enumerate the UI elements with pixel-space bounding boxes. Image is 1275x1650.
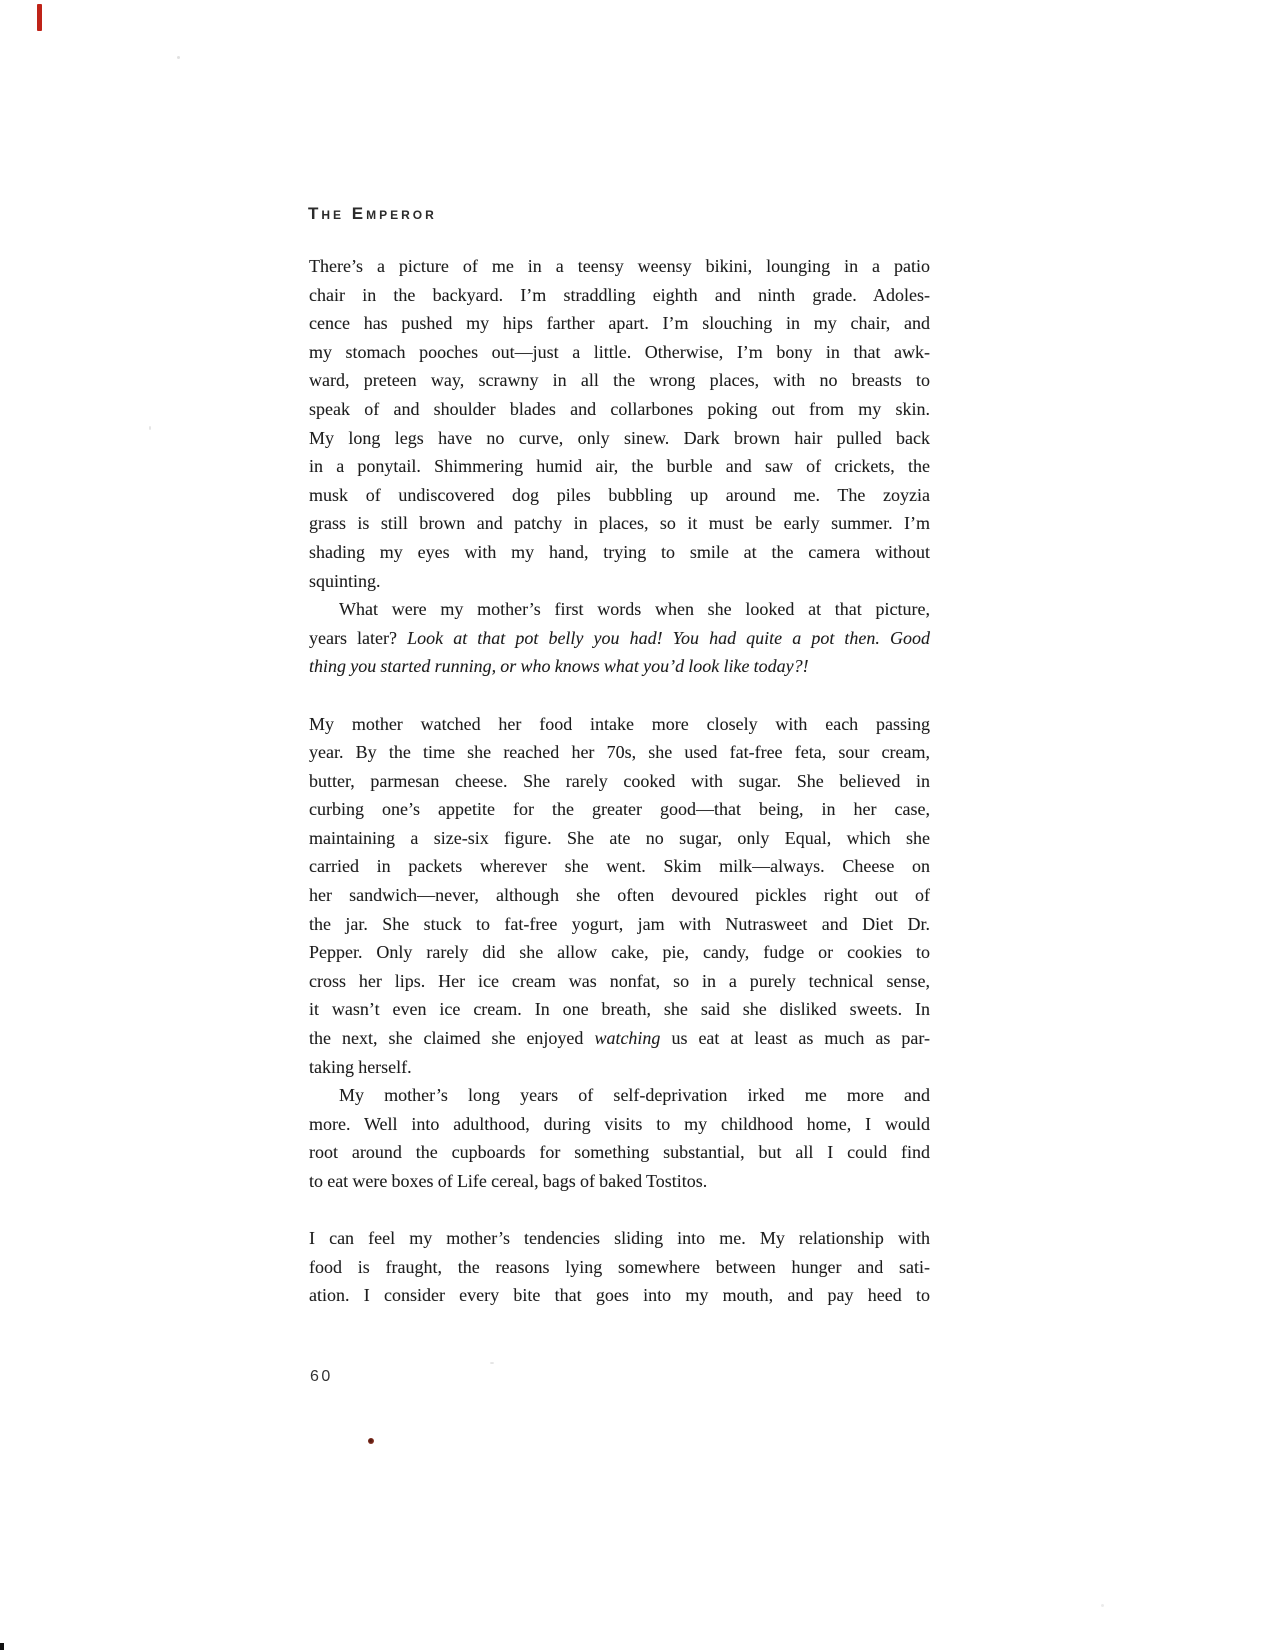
scan-speck (517, 1295, 520, 1297)
text-line (309, 424, 930, 453)
text-line (309, 595, 930, 624)
text-segment: My long legs have no curve, only sinew. Dark brown hair pulled back (309, 427, 930, 448)
text-line (309, 738, 930, 767)
paragraph (309, 710, 930, 1082)
text-segment: cross her lips. Her ice cream was nonfat, so in a purely technical sense, (309, 970, 930, 991)
text-segment: chair in the backyard. I’m straddling eighth and ninth grade. Adoles- (309, 284, 930, 305)
text-segment: my stomach pooches out—just a little. Otherwise, I’m bony in that awk- (309, 341, 930, 362)
text-segment: maintaining a size-six figure. She ate no sugar, only Equal, which she (309, 827, 930, 848)
text-line (309, 1024, 930, 1053)
text-segment: year. By the time she reached her 70s, she used fat-free feta, sour cream, (309, 742, 930, 763)
scan-artifact-red-dot (368, 1438, 374, 1444)
italic-text-segment: Look at that pot belly you had! You had quite a pot then. Good (407, 627, 930, 648)
text-line (309, 1281, 930, 1310)
text-line (309, 281, 930, 310)
text-segment: My mother watched her food intake more closely with each passing (309, 713, 930, 734)
body-text (309, 252, 930, 1310)
text-line (309, 1253, 930, 1282)
text-line (309, 710, 930, 739)
text-segment: shading my eyes with my hand, trying to smile at the camera without (309, 541, 930, 562)
paragraph (309, 595, 930, 681)
text-line (309, 252, 930, 281)
text-line (309, 1081, 930, 1110)
paragraph (309, 1081, 930, 1195)
text-segment: musk of undiscovered dog piles bubbling up around me. The zoyzia (309, 484, 930, 505)
text-segment: us eat at least as much as par- (660, 1028, 931, 1049)
text-segment: her sandwich—never, although she often devoured pickles right out of (309, 885, 930, 906)
paragraph (309, 252, 930, 595)
text-segment: ward, preteen way, scrawny in all the wrong places, with no breasts to (309, 370, 930, 391)
text-line (309, 1224, 930, 1253)
text-line (309, 395, 930, 424)
text-segment: more. Well into adulthood, during visits to my childhood home, I would (309, 1113, 930, 1134)
text-line (309, 481, 930, 510)
text-segment: the next, she claimed she enjoyed (309, 1028, 595, 1049)
text-segment: the jar. She stuck to fat-free yogurt, jam with Nutrasweet and Diet Dr. (309, 913, 930, 934)
text-line (309, 1138, 930, 1167)
text-line (309, 824, 930, 853)
text-line (309, 624, 930, 653)
text-line (309, 852, 930, 881)
scan-speck (177, 56, 180, 59)
text-segment: butter, parmesan cheese. She rarely cooked with sugar. She believed in (309, 770, 930, 791)
text-segment: I can feel my mother’s tendencies sliding into me. My relationship with (309, 1228, 930, 1249)
text-line (309, 967, 930, 996)
text-line (309, 452, 930, 481)
text-line (309, 338, 930, 367)
text-line (309, 767, 930, 796)
text-line (309, 1053, 930, 1082)
text-segment: carried in packets wherever she went. Skim milk—always. Cheese on (309, 856, 930, 877)
text-segment: grass is still brown and patchy in places, so it must be early summer. I’m (309, 513, 930, 534)
text-line (309, 366, 930, 395)
paragraph (309, 1224, 930, 1310)
text-segment: Pepper. Only rarely did she allow cake, pie, candy, fudge or cookies to (309, 942, 930, 963)
text-segment: it wasn’t even ice cream. In one breath, she said she disliked sweets. In (309, 999, 930, 1020)
text-segment: root around the cupboards for something substantial, but all I could find (309, 1142, 930, 1163)
scan-speck (1101, 1604, 1104, 1607)
text-segment: squinting. (309, 570, 381, 591)
text-segment: food is fraught, the reasons lying somewhere between hunger and sati- (309, 1256, 930, 1277)
text-segment: years later? (309, 627, 408, 648)
text-line (309, 309, 930, 338)
text-segment: There’s a picture of me in a teensy weensy bikini, lounging in a patio (309, 256, 930, 276)
page-number: 60 (310, 1368, 333, 1385)
text-line (309, 910, 930, 939)
text-line (309, 1110, 930, 1139)
text-line (309, 881, 930, 910)
text-line (309, 538, 930, 567)
scan-artifact-corner-mark (0, 1643, 4, 1650)
scan-speck (490, 1362, 494, 1364)
scan-speck (149, 426, 151, 430)
running-header: The Emperor (308, 204, 437, 223)
text-segment: in a ponytail. Shimmering humid air, the burble and saw of crickets, the (309, 456, 930, 477)
italic-text-segment: watching (594, 1028, 661, 1049)
text-line (309, 1167, 930, 1196)
text-segment: My mother’s long years of self-deprivation irked me more and (339, 1085, 930, 1106)
text-segment: to eat were boxes of Life cereal, bags of baked Tostitos. (309, 1171, 708, 1191)
text-line (309, 795, 930, 824)
text-segment: cence has pushed my hips farther apart. I’m slouching in my chair, and (309, 313, 930, 334)
text-line (309, 652, 930, 681)
text-line (309, 995, 930, 1024)
text-line (309, 509, 930, 538)
text-segment: curbing one’s appetite for the greater good—that being, in her case, (309, 799, 930, 820)
text-segment: taking herself. (309, 1056, 412, 1077)
text-line (309, 567, 930, 596)
text-segment: speak of and shoulder blades and collarbones poking out from my skin. (309, 398, 930, 419)
italic-text-segment: thing you started running, or who knows what you’d look like today?! (309, 656, 809, 677)
text-segment: ation. I consider every bite that goes into my mouth, and pay heed to (309, 1285, 930, 1306)
scan-artifact-red-bar (37, 4, 42, 31)
text-segment: What were my mother’s first words when she looked at that picture, (339, 599, 930, 620)
text-line (309, 938, 930, 967)
